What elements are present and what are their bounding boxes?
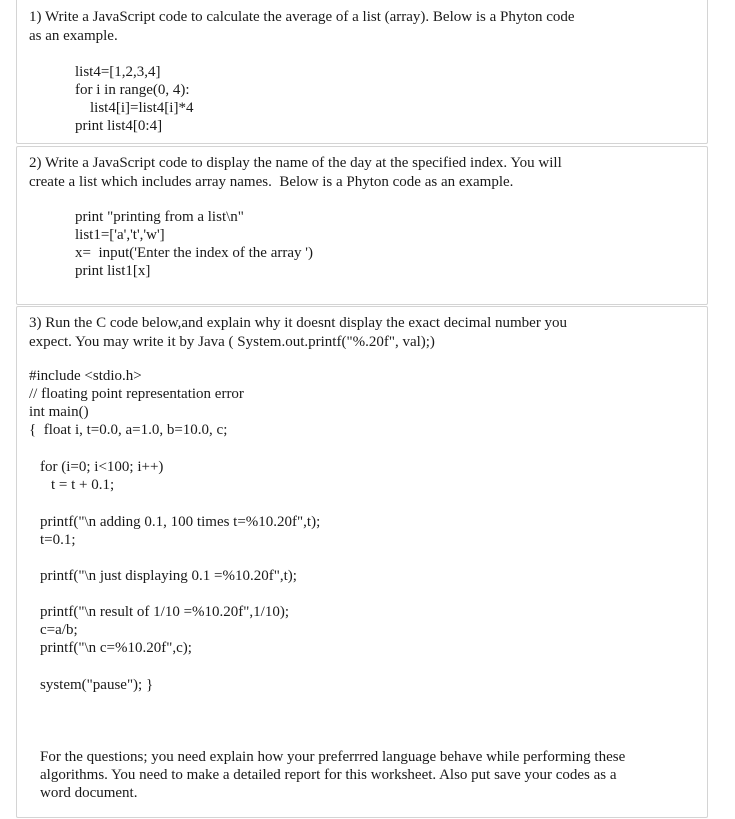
q1-text-line2: as an example. [29,28,118,44]
q3-for-line: for (i=0; i<100; i++) [40,459,164,475]
q2-code-line: print "printing from a list\n" [75,209,244,225]
q2-code-line: x= input('Enter the index of the array ') [75,245,313,261]
q3-code-line: // floating point representation error [29,386,244,402]
q3-printf-line: printf("\n adding 0.1, 100 times t=%10.20f",t); [40,514,321,530]
footer-line: algorithms. You need to make a detailed report for this worksheet. Also put save your codes as a [40,767,617,783]
q3-printf-line: printf("\n result of 1/10 =%10.20f",1/10); [40,604,290,620]
q3-system-line: system("pause"); } [40,677,154,693]
q3-for-body: t = t + 0.1; [51,477,115,493]
q3-printf-line: printf("\n just displaying 0.1 =%10.20f",t); [40,568,297,584]
q3-text-line2: expect. You may write it by Java ( System.out.printf("%.20f", val);) [29,334,435,350]
q2-text-line2: create a list which includes array names. Below is a Phyton code as an example. [29,174,514,190]
q1-code-line: print list4[0:4] [75,118,163,134]
q1-text-line1: 1) Write a JavaScript code to calculate the average of a list (array). Below is a Phyton code [29,9,575,25]
footer-line: word document. [40,785,138,801]
q1-code-line: list4=[1,2,3,4] [75,64,161,80]
q3-text-line1: 3) Run the C code below,and explain why it doesnt display the exact decimal number you [29,315,568,331]
q2-code-line: list1=['a','t','w'] [75,227,165,243]
q1-code-line: list4[i]=list4[i]*4 [75,100,194,116]
q3-code-line: int main() [29,404,89,420]
q1-code-line: for i in range(0, 4): [75,82,190,98]
q2-text-line1: 2) Write a JavaScript code to display the name of the day at the specified index. You will [29,155,562,171]
q3-code-line: #include <stdio.h> [29,368,142,384]
footer-line: For the questions; you need explain how your preferrred language behave while performing these [40,749,626,765]
q3-code-line: c=a/b; [40,622,78,638]
q3-code-line: t=0.1; [40,532,76,548]
q2-code-line: print list1[x] [75,263,151,279]
q3-printf-line: printf("\n c=%10.20f",c); [40,640,192,656]
q3-code-line: { float i, t=0.0, a=1.0, b=10.0, c; [29,422,228,438]
